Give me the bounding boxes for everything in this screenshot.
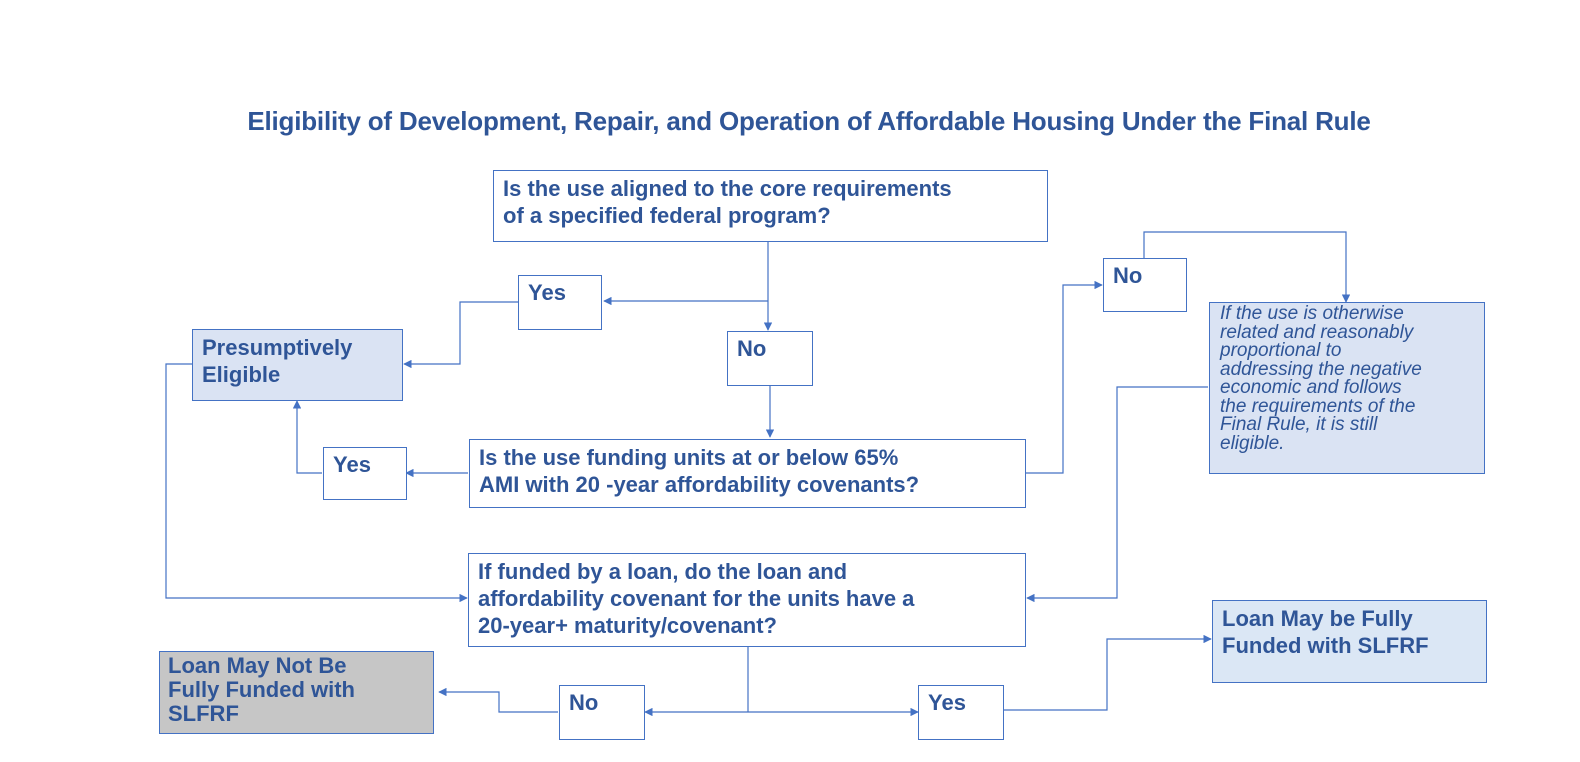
question-loan-maturity-text: If funded by a loan, do the loan and affordability covenant for the units have a 20-year+ maturity/covenant? bbox=[478, 559, 915, 638]
loan-fully-funded-box bbox=[1212, 600, 1487, 683]
connector-yes3-to-funded bbox=[1003, 639, 1211, 710]
loan-not-fully-funded-box bbox=[159, 651, 434, 734]
connector-yes2-to-eligible bbox=[297, 401, 322, 473]
yes-federal-box bbox=[518, 275, 602, 330]
question-loan-maturity bbox=[468, 553, 1026, 647]
no-ami-box bbox=[1103, 258, 1187, 312]
no-loan-box bbox=[559, 685, 645, 740]
presumptively-eligible-label: Presumptively Eligible bbox=[202, 335, 353, 387]
yes-federal-label: Yes bbox=[528, 280, 566, 305]
yes-loan-label: Yes bbox=[928, 690, 966, 715]
no-ami-label: No bbox=[1113, 263, 1143, 288]
question-federal-program-text: Is the use aligned to the core requirements of a specified federal program? bbox=[503, 176, 952, 228]
no-federal-box bbox=[727, 331, 813, 386]
connector-note-to-q3 bbox=[1027, 387, 1208, 598]
presumptively-eligible-box bbox=[192, 329, 403, 401]
yes-loan-box bbox=[918, 685, 1004, 740]
no-federal-label: No bbox=[737, 336, 767, 361]
connector-no3-to-not-funded bbox=[439, 692, 558, 712]
yes-ami-label: Yes bbox=[333, 452, 371, 477]
diagram-title: Eligibility of Development, Repair, and Operation of Affordable Housing Under the Final Rule bbox=[247, 106, 1371, 136]
loan-not-fully-funded-label: Loan May Not Be Fully Funded with SLFRF bbox=[168, 653, 355, 726]
loan-fully-funded-label: Loan May be Fully Funded with SLFRF bbox=[1222, 606, 1429, 658]
connector-q2-to-no bbox=[1024, 285, 1102, 473]
otherwise-related-note-text: If the use is otherwise related and reasonably proportional to addressing the negative economic and follows the requirements of the Final Rule, it is still eligible. bbox=[1220, 303, 1422, 454]
question-federal-program bbox=[493, 170, 1048, 242]
connector-yes1-to-eligible bbox=[404, 302, 518, 364]
question-ami-units bbox=[469, 439, 1026, 508]
yes-ami-box bbox=[323, 447, 407, 500]
no-loan-label: No bbox=[569, 690, 599, 715]
question-ami-units-text: Is the use funding units at or below 65% AMI with 20 -year affordability covenants? bbox=[479, 445, 920, 497]
otherwise-related-note bbox=[1209, 302, 1485, 474]
